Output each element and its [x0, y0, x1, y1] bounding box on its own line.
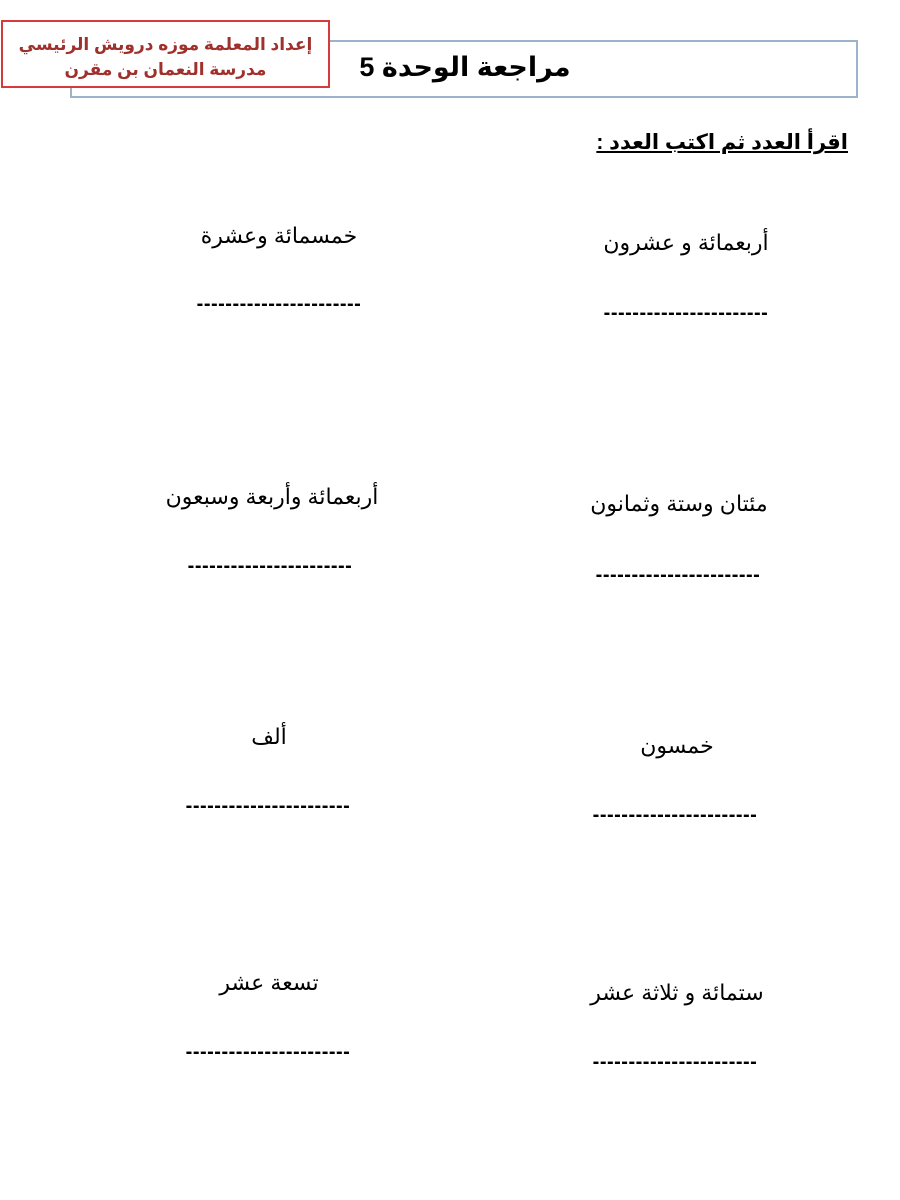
answer-blank-6[interactable]: ----------------------- [185, 795, 351, 817]
answer-blank-4[interactable]: ----------------------- [187, 555, 353, 577]
number-word-1: أربعمائة و عشرون [603, 230, 769, 255]
number-word-3: مئتان وستة وثمانون [590, 491, 768, 516]
number-word-8: تسعة عشر [219, 970, 319, 995]
answer-blank-5[interactable]: ----------------------- [592, 804, 758, 826]
author-box [1, 20, 330, 88]
author-name: إعداد المعلمة موزه درويش الرئيسي [18, 35, 313, 54]
number-word-2: خمسمائة وعشرة [200, 223, 358, 248]
answer-blank-2[interactable]: ----------------------- [196, 293, 362, 315]
answer-blank-1[interactable]: ----------------------- [603, 302, 769, 324]
number-word-6: ألف [251, 724, 287, 749]
answer-blank-8[interactable]: ----------------------- [185, 1041, 351, 1063]
number-word-5: خمسون [640, 733, 714, 758]
instruction-heading: اقرأ العدد ثم اكتب العدد : [596, 131, 848, 154]
number-word-4: أربعمائة وأربعة وسبعون [165, 484, 379, 509]
answer-blank-7[interactable]: ----------------------- [592, 1051, 758, 1073]
answer-blank-3[interactable]: ----------------------- [595, 564, 761, 586]
school-name: مدرسة النعمان بن مقرن [64, 60, 267, 79]
number-word-7: ستمائة و ثلاثة عشر [590, 980, 764, 1005]
page-title: مراجعة الوحدة 5 [359, 52, 571, 82]
